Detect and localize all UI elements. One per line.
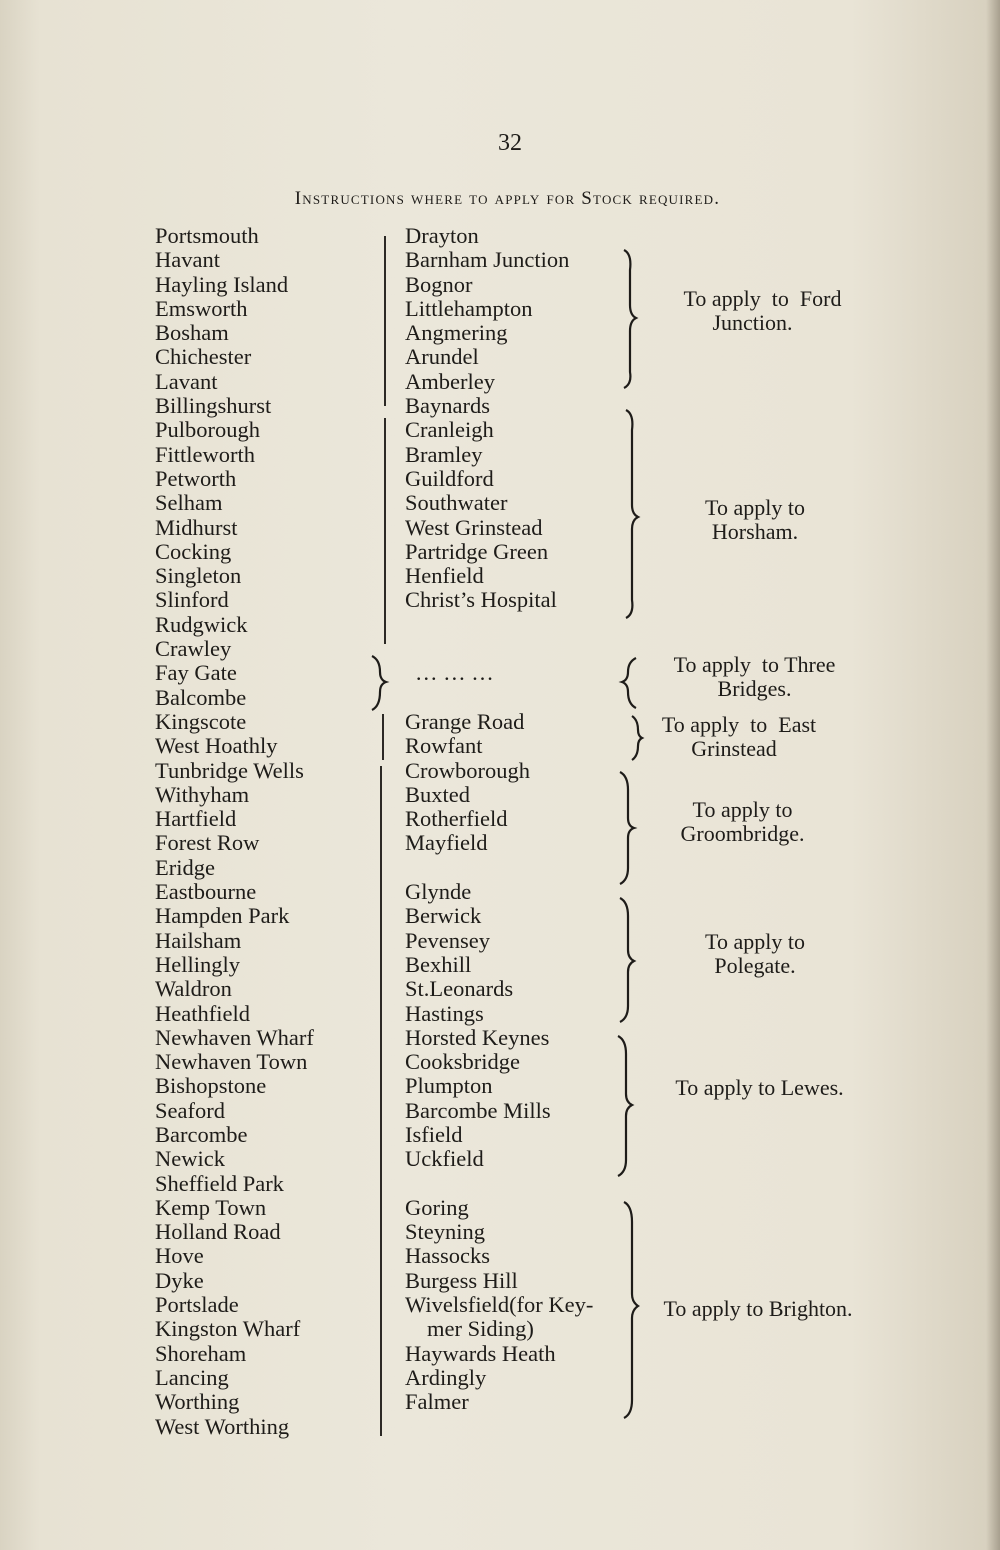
station-name: Hassocks xyxy=(405,1243,490,1269)
station-name: Hampden Park xyxy=(155,903,290,929)
station-name: Slinford xyxy=(155,587,229,613)
station-name: West Hoathly xyxy=(155,733,278,759)
page-title: Instructions where to apply for Stock required. xyxy=(294,188,721,209)
station-name: Eridge xyxy=(155,854,215,880)
station-name: Barcombe Mills xyxy=(405,1097,551,1123)
station-name: St.Leonards xyxy=(405,976,514,1002)
station-name: Newhaven Town xyxy=(155,1049,308,1075)
station-name: Rotherfield xyxy=(405,806,508,832)
station-name: Kingscote xyxy=(155,708,247,734)
station-name: Pevensey xyxy=(405,927,490,953)
station-name: Angmering xyxy=(405,320,508,346)
station-name: Glynde xyxy=(405,879,472,905)
destination-east-grinstead: To apply to East Grinstead xyxy=(661,712,817,761)
station-name: Bexhill xyxy=(405,951,472,977)
station-name: Grange Road xyxy=(405,708,525,734)
station-name: Hastings xyxy=(405,1000,484,1026)
station-name: Hayling Island xyxy=(155,271,289,297)
station-name: Seaford xyxy=(155,1097,225,1123)
station-name: Rudgwick xyxy=(155,611,248,637)
station-name: Guildford xyxy=(405,465,494,491)
station-name: Rowfant xyxy=(405,733,483,759)
destination-polegate: To apply to Polegate. xyxy=(705,929,805,978)
station-name: Waldron xyxy=(155,976,232,1002)
station-name: Hove xyxy=(155,1243,204,1269)
station-name: Wivelsfield(for Key- xyxy=(405,1292,594,1318)
station-name: Mayfield xyxy=(405,830,488,856)
station-name: Barcombe xyxy=(155,1121,248,1147)
station-name: Tunbridge Wells xyxy=(155,757,304,783)
station-name: Newick xyxy=(155,1146,225,1172)
station-name: Lavant xyxy=(155,368,218,394)
destination-brighton: To apply to Brighton. xyxy=(663,1296,853,1321)
station-name: Portsmouth xyxy=(155,223,259,248)
brace-horsham xyxy=(626,410,638,618)
station-name: Amberley xyxy=(405,368,495,394)
station-name: Baynards xyxy=(405,393,490,419)
station-name: Barnham Junction xyxy=(405,247,570,273)
station-name: West Worthing xyxy=(155,1413,290,1439)
station-name: Arundel xyxy=(405,344,479,370)
station-name: Selham xyxy=(155,490,223,516)
station-name: Kingston Wharf xyxy=(155,1316,301,1342)
destination-lewes: To apply to Lewes. xyxy=(675,1075,844,1100)
station-name: Hailsham xyxy=(155,927,242,953)
station-name: Cranleigh xyxy=(405,417,494,443)
station-name: Fittleworth xyxy=(155,441,255,467)
station-name: Bramley xyxy=(405,441,483,467)
brace-brighton xyxy=(624,1202,638,1418)
brace-fay-gate-left xyxy=(372,656,386,710)
station-name: Isfield xyxy=(405,1121,463,1147)
station-name: Burgess Hill xyxy=(405,1267,518,1293)
station-name: Falmer xyxy=(405,1389,469,1415)
station-name: Balcombe xyxy=(155,684,247,710)
page-number: 32 xyxy=(498,130,522,156)
station-name: Havant xyxy=(155,247,220,273)
station-name: Bognor xyxy=(405,271,473,297)
station-name: Steyning xyxy=(405,1219,486,1245)
station-name: Crowborough xyxy=(405,757,530,783)
destination-ford: To apply to Ford Junction. xyxy=(683,286,842,335)
station-name: Holland Road xyxy=(155,1219,281,1245)
station-name: Shoreham xyxy=(155,1340,247,1366)
station-name: Dyke xyxy=(155,1267,204,1293)
station-name: Haywards Heath xyxy=(405,1340,556,1366)
station-name: Sheffield Park xyxy=(155,1170,284,1196)
station-name: Forest Row xyxy=(155,830,260,856)
station-name: Emsworth xyxy=(155,295,248,321)
station-name: Eastbourne xyxy=(155,879,257,905)
station-name: Hartfield xyxy=(155,806,237,832)
station-name: Billingshurst xyxy=(155,393,272,419)
station-name: Singleton xyxy=(155,563,242,589)
station-name: Buxted xyxy=(405,781,470,807)
station-name: Plumpton xyxy=(405,1073,493,1099)
brace-groombridge xyxy=(620,772,634,884)
brace-polegate xyxy=(620,898,634,1022)
station-name: mer Siding) xyxy=(427,1316,534,1342)
brace-three-bridges xyxy=(622,658,636,708)
brace-east-grinstead xyxy=(632,716,642,760)
destination-three-bridges: To apply to Three Bridges. xyxy=(673,652,836,701)
station-name: Cooksbridge xyxy=(405,1049,520,1075)
station-name: Worthing xyxy=(155,1389,240,1415)
station-name: Henfield xyxy=(405,563,484,589)
station-name: Lancing xyxy=(155,1364,229,1390)
station-name: Newhaven Wharf xyxy=(155,1024,314,1050)
station-name: Goring xyxy=(405,1194,469,1220)
station-name: Drayton xyxy=(405,223,479,248)
station-name: West Grinstead xyxy=(405,514,543,540)
station-name: Withyham xyxy=(155,781,250,807)
station-name: Crawley xyxy=(155,636,232,662)
station-name: Bishopstone xyxy=(155,1073,267,1099)
station-name: Berwick xyxy=(405,903,482,929)
station-name: Kemp Town xyxy=(155,1194,267,1220)
station-name: Littlehampton xyxy=(405,295,533,321)
station-name: Horsted Keynes xyxy=(405,1024,550,1050)
station-name: Pulborough xyxy=(155,417,261,443)
station-name: Christ’s Hospital xyxy=(405,587,557,613)
station-name: Chichester xyxy=(155,344,252,370)
station-name: Portslade xyxy=(155,1292,239,1318)
station-name: Petworth xyxy=(155,465,237,491)
station-name: Southwater xyxy=(405,490,508,516)
station-name: Heathfield xyxy=(155,1000,250,1026)
station-name: … … … xyxy=(415,660,494,686)
station-name: Ardingly xyxy=(405,1364,487,1390)
station-name: Bosham xyxy=(155,320,229,346)
station-name: Cocking xyxy=(155,538,232,564)
destination-horsham: To apply to Horsham. xyxy=(705,495,805,544)
station-name: Partridge Green xyxy=(405,538,549,564)
brace-ford xyxy=(624,250,636,388)
station-name: Midhurst xyxy=(155,514,238,540)
station-name: Uckfield xyxy=(405,1146,484,1172)
station-name: Hellingly xyxy=(155,951,240,977)
destination-groombridge: To apply to Groombridge. xyxy=(680,797,805,846)
station-name: Fay Gate xyxy=(155,660,237,686)
brace-lewes xyxy=(618,1036,632,1176)
